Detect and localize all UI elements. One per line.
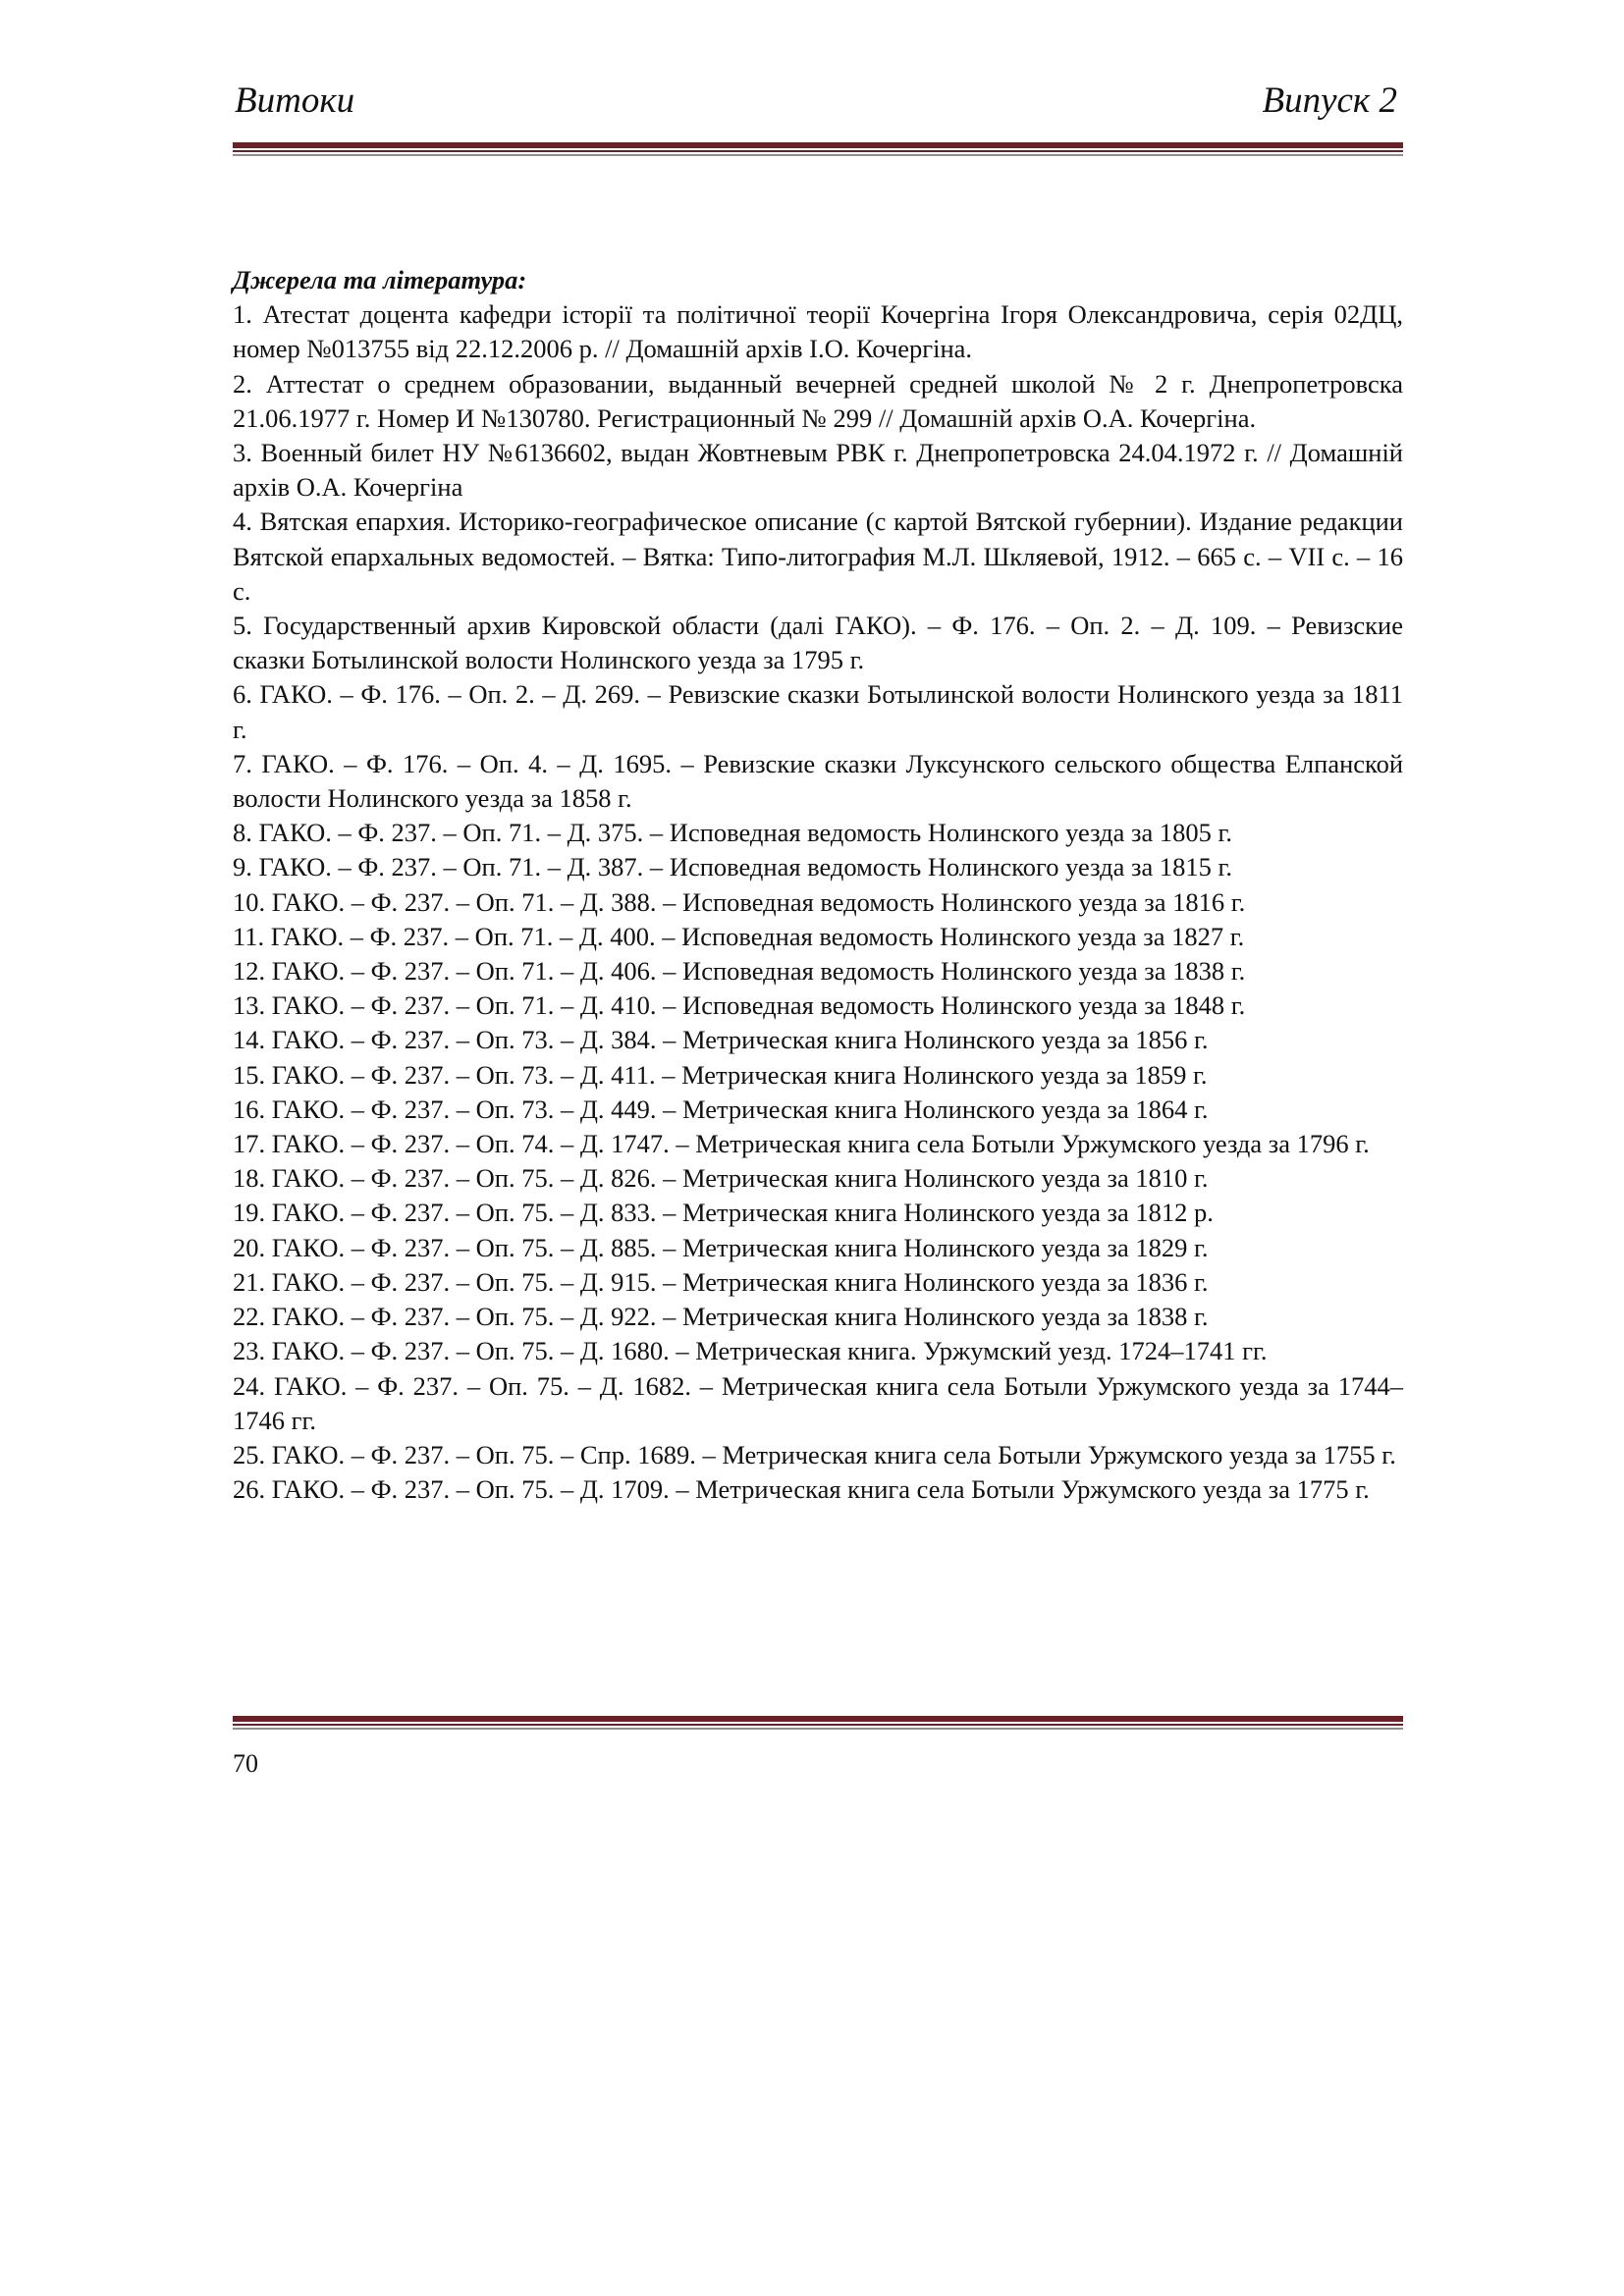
reference-item: 8. ГАКО. – Ф. 237. – Оп. 71. – Д. 375. – Исповедная ведомость Нолинского уезда за 1805 г.: [233, 818, 1232, 848]
reference-item: 19. ГАКО. – Ф. 237. – Оп. 75. – Д. 833. – Метрическая книга Нолинского уезда за 1812 р.: [233, 1198, 1214, 1228]
reference-item: 6. ГАКО. – Ф. 176. – Оп. 2. – Д. 269. – Ревизские сказки Ботылинской волости Нолинского уезда за 1811 г.: [233, 679, 1403, 744]
main-content: [233, 263, 1403, 1507]
reference-item: 20. ГАКО. – Ф. 237. – Оп. 75. – Д. 885. – Метрическая книга Нолинского уезда за 1829 г.: [233, 1232, 1209, 1262]
reference-item: 11. ГАКО. – Ф. 237. – Оп. 71. – Д. 400. – Исповедная ведомость Нолинского уезда за 1827 г.: [233, 921, 1245, 951]
footer-divider: [233, 1716, 1403, 1732]
sources-heading: Джерела та література:: [233, 265, 527, 294]
reference-item: 14. ГАКО. – Ф. 237. – Оп. 73. – Д. 384. – Метрическая книга Нолинского уезда за 1856 г.: [233, 1025, 1209, 1055]
reference-item: 15. ГАКО. – Ф. 237. – Оп. 73. – Д. 411. – Метрическая книга Нолинского уезда за 1859 г.: [233, 1059, 1208, 1090]
reference-item: 17. ГАКО. – Ф. 237. – Оп. 74. – Д. 1747. – Метрическая книга села Ботыли Уржумского уезда за 1796 г.: [233, 1129, 1370, 1159]
reference-item: 25. ГАКО. – Ф. 237. – Оп. 75. – Спр. 1689. – Метрическая книга села Ботыли Уржумского уезда за 1755 г.: [233, 1439, 1396, 1469]
issue-label: Випуск 2: [1262, 80, 1397, 121]
reference-item: 26. ГАКО. – Ф. 237. – Оп. 75. – Д. 1709. – Метрическая книга села Ботыли Уржумского уезда за 1775 г.: [233, 1474, 1370, 1505]
reference-item: 23. ГАКО. – Ф. 237. – Оп. 75. – Д. 1680. – Метрическая книга. Уржумский уезд. 1724–1741 гг.: [233, 1336, 1268, 1366]
reference-item: 10. ГАКО. – Ф. 237. – Оп. 71. – Д. 388. – Исповедная ведомость Нолинского уезда за 1816 г.: [233, 886, 1246, 917]
reference-item: 7. ГАКО. – Ф. 176. – Оп. 4. – Д. 1695. – Ревизские сказки Луксунского сельского общества Елпанской волости Нолинского уезда за 1858 г.: [233, 748, 1403, 814]
page-number: 70: [233, 1749, 258, 1778]
reference-item: 13. ГАКО. – Ф. 237. – Оп. 71. – Д. 410. – Исповедная ведомость Нолинского уезда за 1848 г.: [233, 990, 1246, 1021]
reference-item: 1. Атестат доцента кафедри історії та політичної теорії Кочергіна Ігоря Олександровича, серія 02ДЦ, номер №013755 від 22.12.2006 р. // Домашній архів І.О. Кочергіна.: [233, 299, 1403, 364]
journal-name: Витоки: [235, 80, 355, 121]
reference-item: 21. ГАКО. – Ф. 237. – Оп. 75. – Д. 915. – Метрическая книга Нолинского уезда за 1836 г.: [233, 1266, 1209, 1297]
reference-item: 5. Государственный архив Кировской области (далі ГАКО). – Ф. 176. – Оп. 2. – Д. 109. – Ревизские сказки Ботылинской волости Нолинского уезда за 1795 г.: [233, 611, 1403, 675]
reference-item: 16. ГАКО. – Ф. 237. – Оп. 73. – Д. 449. – Метрическая книга Нолинского уезда за 1864 г.: [233, 1094, 1209, 1124]
header-divider: [233, 142, 1403, 158]
reference-item: 22. ГАКО. – Ф. 237. – Оп. 75. – Д. 922. – Метрическая книга Нолинского уезда за 1838 г.: [233, 1302, 1209, 1332]
reference-item: 24. ГАКО. – Ф. 237. – Оп. 75. – Д. 1682. – Метрическая книга села Ботыли Уржумского уезда за 1744–1746 гг.: [233, 1370, 1403, 1435]
reference-item: 2. Аттестат о среднем образовании, выданный вечерней средней школой № 2 г. Днепропетровска 21.06.1977 г. Номер И №130780. Регистрационный № 299 // Домашній архів О.А. Кочергіна.: [233, 368, 1403, 433]
reference-item: 3. Военный билет НУ №6136602, выдан Жовтневым РВК г. Днепропетровска 24.04.1972 г. // Домашній архів О.А. Кочергіна: [233, 438, 1403, 503]
reference-item: 4. Вятская епархия. Историко-географическое описание (с картой Вятской губернии). Издание редакции Вятской епархальных ведомостей. – Вятка: Типо-литография М.Л. Шкляевой, 1912. – 665 с. – VII с. – 16 с.: [233, 507, 1403, 606]
reference-item: 18. ГАКО. – Ф. 237. – Оп. 75. – Д. 826. – Метрическая книга Нолинского уезда за 1810 г.: [233, 1163, 1209, 1194]
reference-item: 9. ГАКО. – Ф. 237. – Оп. 71. – Д. 387. – Исповедная ведомость Нолинского уезда за 1815 г.: [233, 852, 1232, 882]
reference-list: [233, 297, 1403, 1507]
reference-item: 12. ГАКО. – Ф. 237. – Оп. 71. – Д. 406. – Исповедная ведомость Нолинского уезда за 1838 г.: [233, 956, 1246, 987]
page-header: [233, 79, 1403, 124]
